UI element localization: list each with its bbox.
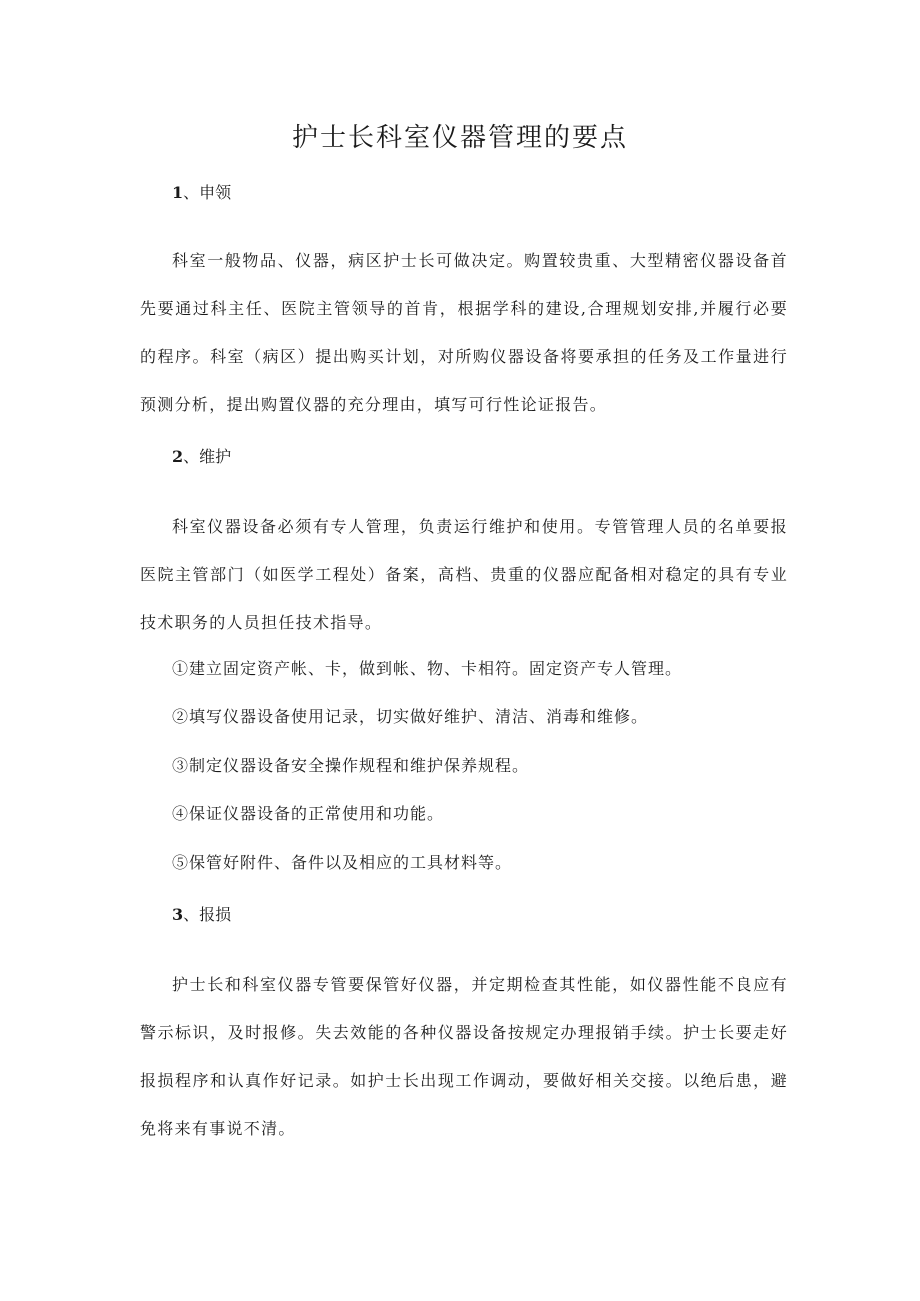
section-separator-1: 、 <box>183 183 200 202</box>
section-number-3: 3 <box>172 905 184 924</box>
section-separator-3: 、 <box>183 905 200 924</box>
section-number-2: 2 <box>172 447 184 466</box>
list-item-1: ①建立固定资产帐、卡，做到帐、物、卡相符。固定资产专人管理。 <box>172 659 683 678</box>
section-separator-2: 、 <box>183 447 200 466</box>
section-number-1: 1 <box>172 183 184 202</box>
section-heading-3 <box>172 903 231 927</box>
document-title: 护士长科室仪器管理的要点 <box>291 123 628 153</box>
section-heading-text-1: 申领 <box>199 183 232 202</box>
list-item-3: ③制定仪器设备安全操作规程和维护保养规程。 <box>172 756 530 775</box>
section-heading-1 <box>172 181 231 205</box>
section-paragraph-1: 科室一般物品、仪器，病区护士长可做决定。购置较贵重、大型精密仪器设备首先要通过科主任、医院主管领导的首肯，根据学科的建设,合理规划安排,并履行必要的程序。科室（病区）提出购买计划，对所购仪器设备将要承担的任务及工作量进行预测分析，提出购置仪器的充分理由，填写可行性论证报告。 <box>140 251 788 414</box>
section-paragraph-2: 科室仪器设备必须有专人管理，负责运行维护和使用。专管管理人员的名单要报医院主管部门（如医学工程处）备案，高档、贵重的仪器应配备相对稳定的具有专业技术职务的人员担任技术指导。 <box>140 517 788 632</box>
list-item-4: ④保证仪器设备的正常使用和功能。 <box>172 804 445 823</box>
section-heading-text-2: 维护 <box>199 447 232 466</box>
section-heading-text-3: 报损 <box>199 905 232 924</box>
list-item-2: ②填写仪器设备使用记录，切实做好维护、清洁、消毒和维修。 <box>172 707 649 726</box>
section-paragraph-3: 护士长和科室仪器专管要保管好仪器，并定期检查其性能，如仪器性能不良应有警示标识，及时报修。失去效能的各种仪器设备按规定办理报销手续。护士长要走好报损程序和认真作好记录。如护士长出现工作调动，要做好相关交接。以绝后患，避免将来有事说不清。 <box>140 975 788 1138</box>
section-heading-2 <box>172 445 231 469</box>
list-item-5: ⑤保管好附件、备件以及相应的工具材料等。 <box>172 853 513 872</box>
